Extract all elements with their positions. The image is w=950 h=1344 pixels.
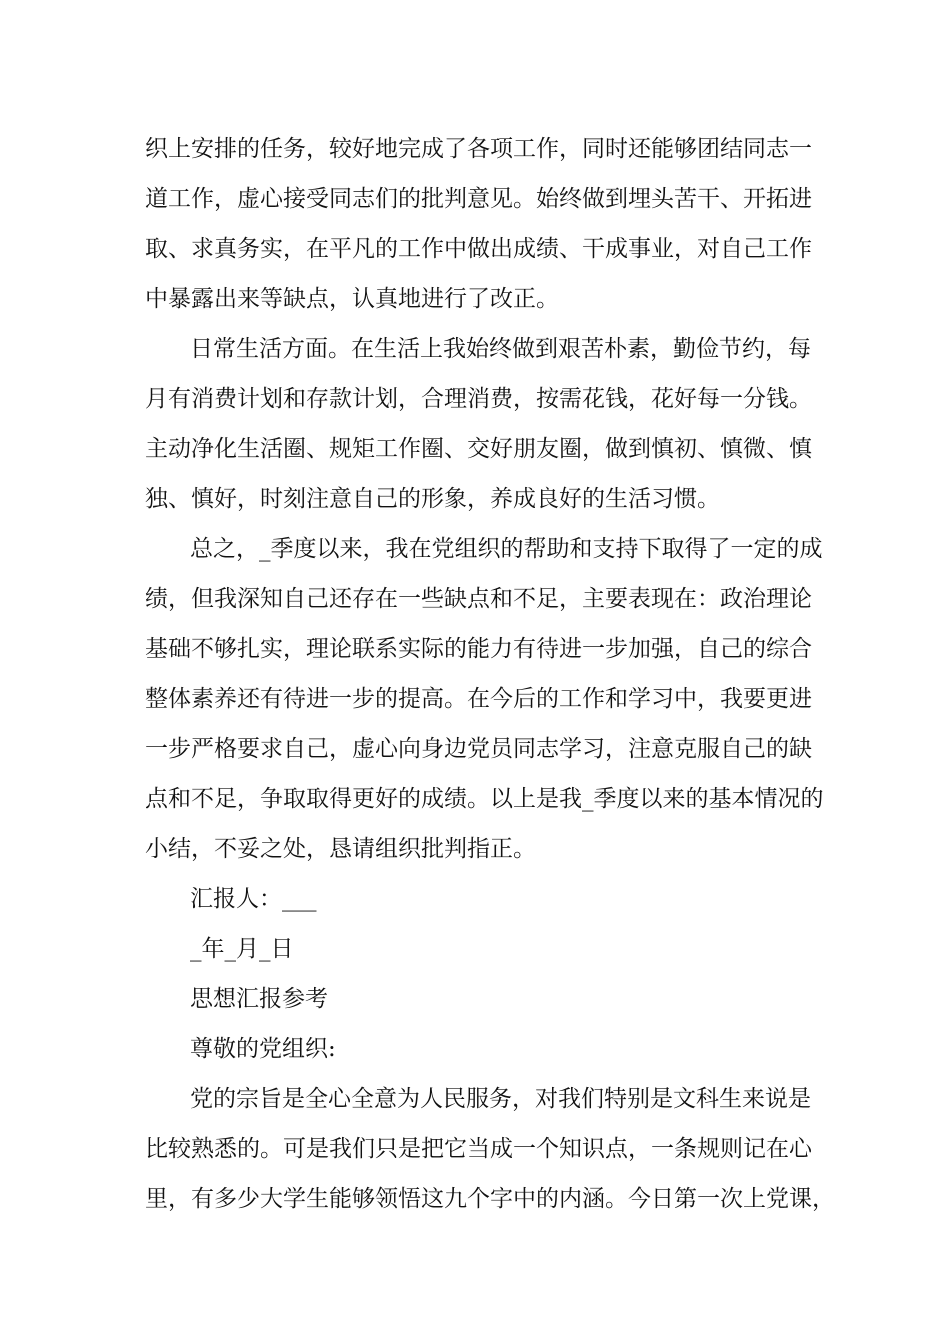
- text-line: 取、求真务实，在平凡的工作中做出成绩、干成事业，对自己工作: [145, 236, 812, 262]
- date-line: _年_月_日: [190, 936, 294, 962]
- text-line: 绩，但我深知自己还存在一些缺点和不足，主要表现在：政治理论: [145, 586, 812, 612]
- text-line: 主动净化生活圈、规矩工作圈、交好朋友圈，做到慎初、慎微、慎: [145, 436, 812, 462]
- text-line: 一步严格要求自己，虚心向身边党员同志学习，注意克服自己的缺: [145, 736, 812, 762]
- reporter-line: 汇报人：___: [190, 886, 317, 912]
- text-line: 整体素养还有待进一步的提高。在今后的工作和学习中，我要更进: [145, 686, 812, 712]
- text-line: 总之，_季度以来，我在党组织的帮助和支持下取得了一定的成: [190, 536, 823, 562]
- text-line: 基础不够扎实，理论联系实际的能力有待进一步加强，自己的综合: [145, 636, 812, 662]
- salutation: 尊敬的党组织:: [190, 1036, 336, 1062]
- text-line: 里，有多少大学生能够领悟这九个字中的内涵。今日第一次上党课，: [145, 1186, 835, 1212]
- text-line: 日常生活方面。在生活上我始终做到艰苦朴素，勤俭节约，每: [190, 336, 811, 362]
- text-line: 织上安排的任务，较好地完成了各项工作，同时还能够团结同志一: [145, 136, 812, 162]
- text-line: 独、慎好，时刻注意自己的形象，养成良好的生活习惯。: [145, 486, 720, 512]
- text-line: 党的宗旨是全心全意为人民服务，对我们特别是文科生来说是: [190, 1086, 811, 1112]
- text-line: 中暴露出来等缺点，认真地进行了改正。: [145, 286, 559, 312]
- text-line: 点和不足，争取取得更好的成绩。以上是我_季度以来的基本情况的: [145, 786, 824, 812]
- text-line: 道工作，虚心接受同志们的批判意见。始终做到埋头苦干、开拓进: [145, 186, 812, 212]
- section-title: 思想汇报参考: [190, 986, 328, 1012]
- text-line: 小结，不妥之处，恳请组织批判指正。: [145, 836, 536, 862]
- text-line: 比较熟悉的。可是我们只是把它当成一个知识点，一条规则记在心: [145, 1136, 812, 1162]
- text-line: 月有消费计划和存款计划，合理消费，按需花钱，花好每一分钱。: [145, 386, 812, 412]
